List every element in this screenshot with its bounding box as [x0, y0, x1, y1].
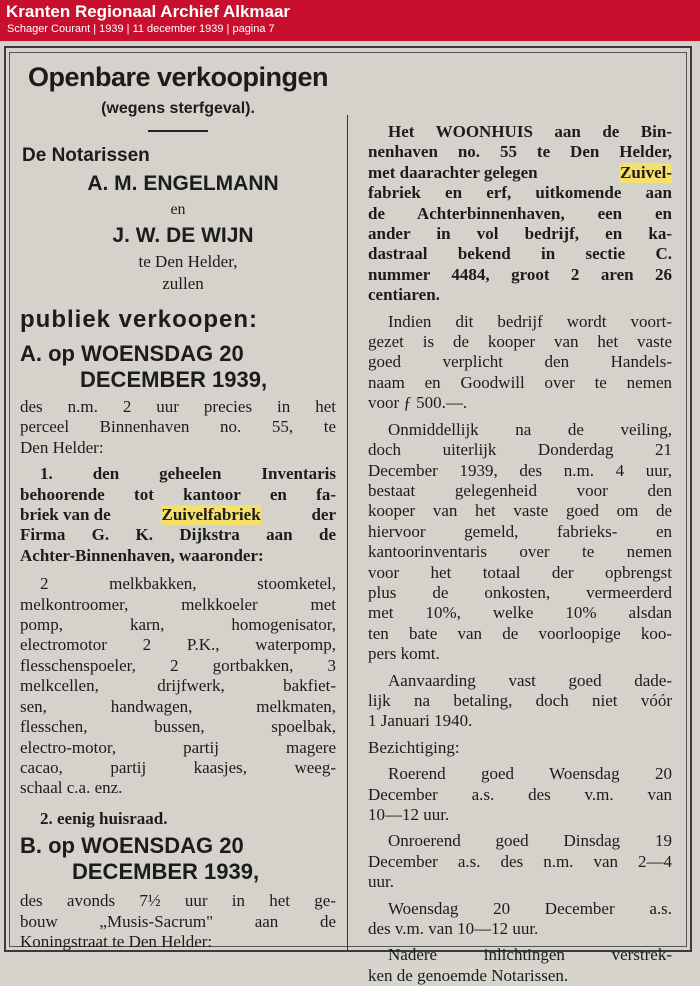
inventory-line: Onmiddellijk na de veiling, [388, 419, 672, 439]
notary-engelmann: A. M. ENGELMANN [87, 172, 279, 195]
sale-a-heading-2: DECEMBER 1939, [80, 367, 268, 392]
notaries-intro: De Notarissen [22, 145, 150, 166]
goods-line: melkcellen, drijfwerk, bakfiet- [20, 676, 336, 696]
viewing-line: Onroerend goed Dinsdag 19 [388, 831, 672, 851]
ad-subtitle: (wegens sterfgeval). [101, 100, 255, 117]
and-word: en [170, 201, 186, 218]
inventory-line: hiervoor gemeld, fabrieks- en [368, 521, 672, 541]
goods-line: electro-motor, partij magere [20, 737, 336, 757]
right-column [368, 122, 672, 986]
house-line: nummer 4484, groot 2 aren 26 [368, 264, 672, 284]
goodwill-line: voor ƒ 500.—. [368, 393, 468, 413]
will-text: zullen [162, 274, 204, 293]
archive-title: Kranten Regionaal Archief Alkmaar [6, 2, 291, 21]
goods-line: electromotor 2 P.K., waterpomp, [20, 635, 336, 655]
goodwill-line: Indien dit bedrijf wordt voort- [388, 311, 672, 331]
goodwill-line: naam en Goodwill over te nemen [368, 372, 672, 392]
viewing-line: Roerend goed Woensdag 20 [388, 764, 672, 784]
inventory-line: ten bate van de voorloopige koo- [368, 623, 672, 643]
sale-b-line: bouw „Musis-Sacrum" aan de [20, 911, 336, 931]
item1-line: 1. den geheelen Inventaris [40, 464, 336, 484]
place-text: te Den Helder, [138, 252, 238, 271]
house-line: fabriek en erf, uitkomende aan [368, 183, 672, 203]
archive-breadcrumb: Schager Courant | 1939 | 11 december 1939 | pagina 7 [7, 23, 275, 35]
house-line: centiaren. [368, 285, 440, 305]
goods-line: schaal c.a. enz. [20, 778, 123, 798]
item1-line: Achter-Binnenhaven, waaronder: [20, 545, 264, 565]
sale-heading: publiek verkoopen: [20, 306, 259, 333]
sale-a-line: des n.m. 2 uur precies in het [20, 397, 336, 416]
info-line: Nadere inlichtingen verstrek- [388, 945, 672, 965]
house-line: de Achterbinnenhaven, een en [368, 203, 672, 223]
item1-line: Firma G. K. Dijkstra aan de [20, 525, 336, 545]
house-line: dastraal bekend in sectie C. [368, 244, 672, 264]
info-line: ken de genoemde Notarissen. [368, 965, 569, 985]
goodwill-line: goed verplicht den Handels- [368, 352, 672, 372]
inventory-line: bestaat gelegenheid voor den [368, 480, 672, 500]
sale-b-line: Koningstraat te Den Helder: [20, 931, 213, 951]
viewing-line: December a.s. des v.m. van [368, 784, 672, 804]
title-rule [148, 130, 208, 132]
viewing-line: 10—12 uur. [368, 805, 450, 824]
inventory-line: doch uiterlijk Donderdag 21 [368, 440, 672, 460]
inventory-line: voor het totaal der opbrengst [368, 562, 672, 582]
highlight-zuivelfabriek: Zuivelfabriek [161, 505, 261, 525]
inventory-line: December 1939, des n.m. 4 uur, [368, 460, 672, 480]
left-column [20, 58, 336, 952]
sale-a-heading-1: A. op WOENSDAG 20 [20, 341, 244, 366]
sale-a-line: perceel Binnenhaven no. 55, te [20, 417, 336, 437]
column-divider [347, 115, 348, 950]
viewing-line: December a.s. des n.m. van 2—4 [368, 851, 672, 871]
item2-line: 2. eenig huisraad. [40, 808, 168, 828]
goods-line: melkontroomer, melkkoeler met [20, 594, 336, 614]
goods-line: flesschenspoeler, 2 gortbakken, 3 [20, 655, 336, 675]
house-line-highlight [368, 163, 672, 183]
notary-de-wijn: J. W. DE WIJN [112, 224, 254, 247]
house-text: met daarachter gelegen [368, 162, 538, 182]
archive-header-bar [0, 0, 700, 41]
viewing-line: des v.m. van 10—12 uur. [368, 919, 539, 939]
viewing-line: Woensdag 20 December a.s. [388, 898, 672, 918]
inventory-line: kooper van het vaste goed om de [368, 501, 672, 521]
inventory-line: pers komt. [368, 644, 440, 664]
viewing-line: uur. [368, 872, 394, 892]
goodwill-line: gezet is de kooper van het vaste [368, 332, 672, 352]
goods-line: flesschen, bussen, spoelbak, [20, 717, 336, 737]
goods-line: 2 melkbakken, stoomketel, [40, 574, 336, 594]
item1-text: der [311, 505, 336, 525]
inventory-line: plus de onkosten, vermeerderd [368, 582, 672, 602]
goods-line: pomp, karn, homogenisator, [20, 615, 336, 635]
highlight-zuivel: Zuivel- [620, 162, 672, 182]
house-line: nenhaven no. 55 te Den Helder, [368, 142, 672, 162]
sale-b-line: des avonds 7½ uur in het ge- [20, 891, 336, 911]
goods-line: cacao, partij kaasjes, weeg- [20, 757, 336, 777]
sale-b-heading-1: B. op WOENSDAG 20 [20, 833, 244, 859]
sale-b-heading-2: DECEMBER 1939, [72, 859, 260, 885]
acceptance-line: 1 Januari 1940. [368, 711, 473, 731]
ad-title: Openbare verkoopingen [27, 62, 329, 92]
inventory-line: kantoorinventaris over te nemen [368, 542, 672, 562]
acceptance-line: lijk na betaling, doch niet vóór [368, 690, 672, 710]
item1-line-highlight [20, 505, 336, 525]
viewing-heading: Bezichtiging: [368, 737, 460, 757]
house-line: ander in vol bedrijf, en ka- [368, 224, 672, 244]
goods-line: sen, handwagen, melkmaten, [20, 696, 336, 716]
house-line: Het WOONHUIS aan de Bin- [388, 122, 672, 141]
inventory-line: met 10%, welke 10% alsdan [368, 603, 672, 623]
sale-a-line: Den Helder: [20, 437, 104, 457]
item1-line: behoorende tot kantoor en fa- [20, 484, 336, 504]
item1-text: briek van de [20, 505, 111, 525]
acceptance-line: Aanvaarding vast goed dade- [388, 670, 672, 690]
